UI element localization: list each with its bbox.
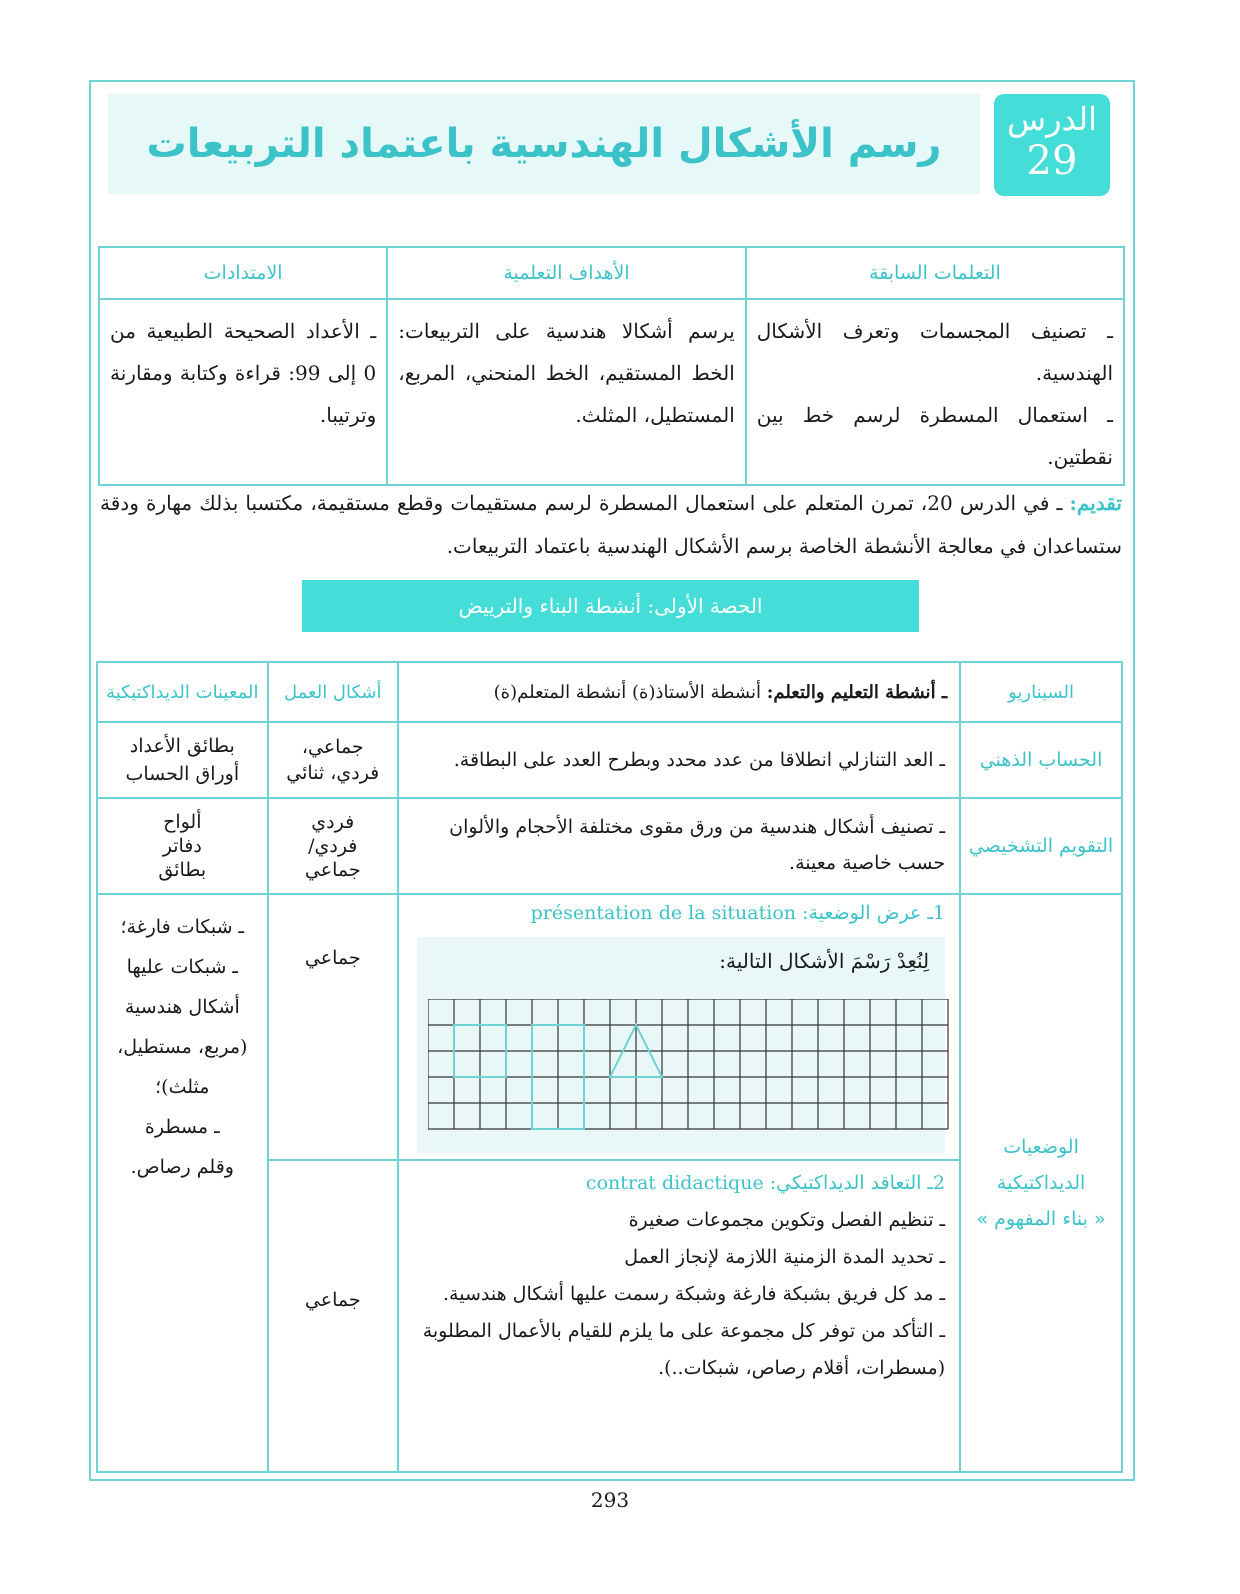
introduction-text: ـ في الدرس 20، تمرن المتعلم على استعمال المسطرة لرسم مستقيمات وقطع مستقيمة، مكتسبا بذلك مهارة ودقة ستساعدان في معالجة الأنشطة الخاصة برسم الأشكال الهندسية باعتماد التربيعات. (100, 491, 1122, 558)
situation-title-fr: présentation de la situation (530, 902, 797, 924)
aids-didactic (97, 894, 268, 1472)
grid-caption: لِنُعِدْ رَسْمَ الأشكال التالية: (719, 949, 930, 973)
scenario-line: « بناء المفهوم » (976, 1208, 1106, 1230)
prior-learning-cell (746, 299, 1124, 485)
work-item: جماعي، (301, 736, 364, 758)
aid-item: وقلم رصاص. (130, 1156, 234, 1178)
work-item: فردي (311, 811, 355, 833)
introduction-label: تقديم: (1069, 491, 1122, 515)
aid-item: ـ شبكات عليها (126, 956, 238, 978)
scenario-line: الديداكتيكية (996, 1172, 1086, 1194)
title-band (108, 93, 980, 194)
header-prior-learning: التعلمات السابقة (746, 247, 1124, 299)
header-work-forms: أشكال العمل (268, 662, 398, 722)
aids-mental (97, 722, 268, 798)
page-number: 293 (590, 1488, 630, 1512)
header-activities-bold: ـ أنشطة التعليم والتعلم: (766, 681, 948, 703)
work-diagnostic (268, 798, 398, 894)
header-activities (398, 662, 960, 722)
work-mental (268, 722, 398, 798)
situation-title-ar: 1ـ عرض الوضعية: (802, 902, 946, 924)
aid-item: أشكال هندسية (124, 996, 240, 1018)
prior-learning-item: ـ استعمال المسطرة لرسم خط بين نقطتين. (756, 403, 1113, 469)
table-row (97, 722, 1122, 798)
aid-item: ألواح (163, 811, 202, 833)
lesson-badge (994, 94, 1110, 196)
objectives-cell: يرسم أشكالا هندسية على التربيعات: الخط المستقيم، الخط المنحني، المربع، المستطيل، المثلث. (387, 299, 746, 485)
aid-item: أوراق الحساب (125, 763, 240, 785)
objectives-table (98, 246, 1125, 486)
scenario-diagnostic: التقويم التشخيصي (960, 798, 1122, 894)
aid-item: (مربع، مستطيل، (117, 1036, 248, 1058)
table-row (97, 894, 1122, 1160)
activities-table (96, 661, 1123, 1473)
lesson-label: الدرس (1007, 100, 1097, 138)
shape-grid (428, 999, 954, 1133)
contract-item: ـ تنظيم الفصل وتكوين مجموعات صغيرة (628, 1209, 946, 1231)
scenario-didactic (960, 894, 1122, 1472)
table-row (97, 798, 1122, 894)
activity-situation (398, 894, 960, 1160)
aid-item: مثلث)؛ (155, 1076, 210, 1098)
contract-item: ـ التأكد من توفر كل مجموعة على ما يلزم للقيام بالأعمال المطلوبة (مسطرات، أقلام رصاص، شبكات..). (422, 1320, 946, 1379)
work-item: جماعي (304, 859, 361, 881)
prior-learning-item: ـ تصنيف المجسمات وتعرف الأشكال الهندسية. (756, 319, 1113, 385)
situation-title (409, 895, 945, 931)
scenario-mental: الحساب الذهني (960, 722, 1122, 798)
aid-item: دفاتر (162, 835, 202, 857)
contract-item: ـ مد كل فريق بشبكة فارغة وشبكة رسمت عليها أشكال هندسية. (443, 1283, 946, 1305)
extensions-cell: ـ الأعداد الصحيحة الطبيعية من 0 إلى 99: قراءة وكتابة ومقارنة وترتيبا. (99, 299, 387, 485)
aids-diagnostic (97, 798, 268, 894)
session-banner: الحصة الأولى: أنشطة البناء والترييض (302, 580, 919, 632)
activity-contract (398, 1160, 960, 1472)
introduction (100, 482, 1122, 568)
lesson-number: 29 (1026, 138, 1078, 184)
grid-figure (417, 937, 945, 1153)
scenario-line: الوضعيات (1003, 1136, 1079, 1158)
work-item: فردي/ (308, 835, 358, 857)
header-objectives: الأهداف التعلمية (387, 247, 746, 299)
aid-item: بطائق (158, 859, 207, 881)
work-item: فردي، ثنائي (286, 762, 380, 784)
page-title: رسم الأشكال الهندسية باعتماد التربيعات (146, 120, 942, 167)
contract-title-fr: contrat didactique (585, 1172, 764, 1194)
contract-title (409, 1165, 945, 1202)
header-activities-rest: أنشطة الأستاذ(ة) أنشطة المتعلم(ة) (493, 681, 767, 703)
work-contract: جماعي (268, 1160, 398, 1472)
header-aids: المعينات الديداكتيكية (97, 662, 268, 722)
aid-item: ـ شبكات فارغة؛ (120, 916, 245, 938)
activity-diagnostic: ـ تصنيف أشكال هندسية من ورق مقوى مختلفة الأحجام والألوان حسب خاصية معينة. (398, 798, 960, 894)
header-extensions: الامتدادات (99, 247, 387, 299)
activity-mental: ـ العد التنازلي انطلاقا من عدد محدد وبطرح العدد على البطاقة. (398, 722, 960, 798)
aid-item: ـ مسطرة (144, 1116, 220, 1138)
header-scenario: السيناريو (960, 662, 1122, 722)
contract-item: ـ تحديد المدة الزمنية اللازمة لإنجاز العمل (624, 1246, 946, 1268)
contract-title-ar: 2ـ التعاقد الديداكتيكي: (769, 1172, 946, 1194)
work-situation: جماعي (268, 894, 398, 1160)
aid-item: بطائق الأعداد (129, 735, 235, 757)
